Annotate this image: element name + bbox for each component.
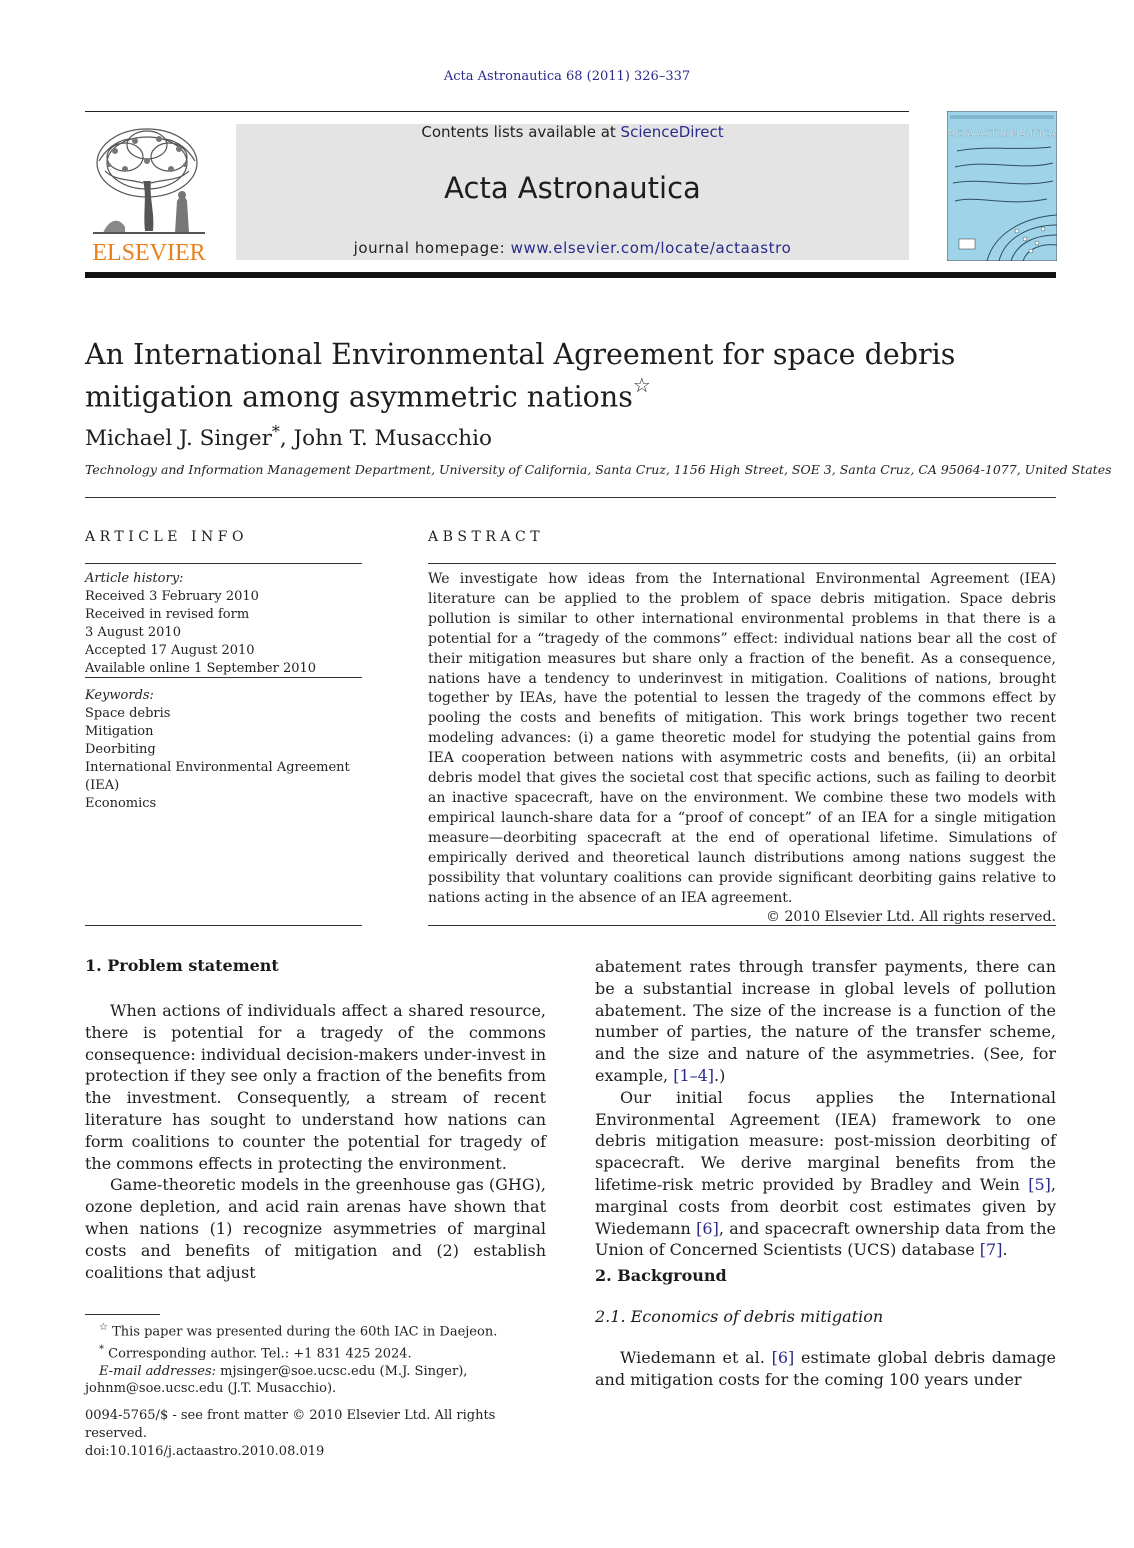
paragraph [595, 956, 1056, 1087]
paragraph-text: , marginal costs from deorbit cost estimates given by Wiedemann [595, 1174, 1056, 1238]
title-footnote-mark[interactable]: ☆ [632, 373, 651, 397]
keyword-item: Mitigation [85, 724, 154, 739]
article-info-rule [85, 563, 362, 564]
history-label: Article history: [85, 571, 184, 586]
title-line-2: mitigation among asymmetric nations [85, 380, 633, 414]
homepage-prefix: journal homepage: [353, 239, 511, 257]
journal-cover-image [947, 111, 1057, 261]
paragraph-text: abatement rates through transfer payments, there can be a substantial increase in global levels of pollution abatement. The size of the increase is a function of the number of parties, the nature of the transfer scheme, and the size and nature of the asymmetries. (See, for example, [595, 957, 1056, 1085]
sciencedirect-link[interactable]: ScienceDirect [620, 123, 724, 141]
footnote-corresponding [85, 1341, 555, 1363]
article-info-heading: ARTICLE INFO [85, 529, 248, 545]
corresponding-author-mark[interactable]: * [271, 422, 280, 441]
citation-link[interactable]: [5] [1028, 1174, 1051, 1194]
section-2-1-body [595, 1347, 1056, 1391]
paragraph-text: . [1002, 1240, 1008, 1260]
paragraph-text: , and spacecraft ownership data from the Union of Concerned Scientists (UCS) database [595, 1218, 1056, 1260]
abstract-rule [428, 563, 1056, 564]
author-musacchio[interactable]: John T. Musacchio [293, 426, 492, 452]
history-item: 3 August 2010 [85, 625, 181, 640]
keyword-item: (IEA) [85, 778, 120, 793]
abstract-body [428, 570, 1056, 928]
author-separator: , [279, 426, 294, 452]
section-1-heading: 1. Problem statement [85, 956, 279, 975]
email-label: E-mail addresses: [99, 1363, 217, 1379]
footnote-star [85, 1319, 555, 1341]
abstract-heading: ABSTRACT [428, 529, 545, 545]
keywords [85, 687, 362, 813]
keyword-item: Space debris [85, 706, 171, 721]
keyword-item: Economics [85, 796, 157, 811]
paragraph-text: .) [714, 1065, 726, 1085]
keyword-item: International Environmental Agreement [85, 760, 350, 775]
history-item: Received in revised form [85, 607, 250, 622]
history-item: Available online 1 September 2010 [85, 661, 317, 676]
abstract-copyright: © 2010 Elsevier Ltd. All rights reserved. [766, 909, 1056, 926]
header-thick-rule [85, 272, 1056, 278]
paragraph [595, 1347, 1056, 1391]
citation-link[interactable]: [7] [979, 1240, 1003, 1260]
header-rule [85, 111, 909, 112]
abstract-bottom-rule [428, 925, 1056, 926]
section-2-heading: 2. Background [595, 1266, 727, 1285]
front-matter [85, 1407, 555, 1461]
history-item: Received 3 February 2010 [85, 589, 259, 604]
abstract-text: We investigate how ideas from the International Environmental Agreement (IEA) literature can be applied to the problem of space debris mitigation. Space debris pollution is similar to other international environmental problems in that there is a potential for a “tragedy of the commons” effect: individual nations bear all the cost of their mitigation measures but share only a fraction of the benefit. As a consequence, nations have a tendency to underinvest in mitigation. Coalitions of nations, brought together by IEAs, have the potential to lessen the tragedy of the commons effect by pooling the costs and benefits of mitigation. This work brings together two recent modeling advances: (i) a game theoretic model for studying the potential gains from IEA cooperation between nations with asymmetric costs and benefits, (ii) an orbital debris model that gives the societal cost that specific actions, such as failing to deorbit an inactive spacecraft, have on the environment. We combine these two models with empirical launch-share data for a “proof of concept” of an IEA for a single mitigation measure—deorbiting spacecraft at the end of operational lifetime. Simulations of empirically derived and theoretical launch distributions among nations suggest the possibility that voluntary coalitions can provide significant deorbiting gains relative to nations acting in the absence of an IEA agreement. [428, 571, 1056, 906]
footnote-text: This paper was presented during the 60th IAC in Daejeon. [107, 1324, 498, 1340]
homepage-line [236, 239, 909, 257]
citation-link[interactable]: [6] [771, 1348, 795, 1367]
elsevier-tree-icon [85, 121, 213, 263]
keywords-label: Keywords: [85, 688, 154, 703]
elsevier-logo[interactable] [85, 121, 213, 263]
footnote-rule [85, 1314, 160, 1315]
email-musacchio[interactable]: johnm@soe.ucsc.edu (J.T. Musacchio). [85, 1381, 337, 1397]
footnote-email [85, 1363, 555, 1381]
citation-link[interactable]: [6] [696, 1218, 719, 1238]
footnote-corr-mark: * [99, 1343, 104, 1355]
front-matter-line: 0094-5765/$ - see front matter © 2010 Elsevier Ltd. All rights reserved. [85, 1408, 496, 1441]
journal-cover[interactable] [947, 111, 1057, 261]
paragraph-text: estimate global debris damage and mitigation costs for the coming 100 years under [595, 1348, 1057, 1389]
affiliation-rule [85, 497, 1056, 498]
cover-title: ACTA ASTRONAUTICA [948, 129, 1056, 140]
footnote-text: Corresponding author. Tel.: +1 831 425 2024. [104, 1346, 412, 1362]
footnotes [85, 1319, 555, 1398]
history-item: Accepted 17 August 2010 [85, 643, 255, 658]
paragraph: Game-theoretic models in the greenhouse gas (GHG), ozone depletion, and acid rain arenas have shown that when nations (1) recognize asymmetries of marginal costs and benefits of mitigation and (2) establish coalitions that adjust [85, 1175, 546, 1282]
journal-citation[interactable]: Acta Astronautica 68 (2011) 326–337 [443, 69, 691, 84]
footnote-star-mark: ☆ [99, 1322, 108, 1333]
keyword-item: Deorbiting [85, 742, 156, 757]
contents-prefix: Contents lists available at [421, 123, 621, 141]
author-list [85, 422, 492, 451]
paragraph: When actions of individuals affect a shared resource, there is potential for a tragedy of the commons consequence: individual decision-makers under-invest in protection if they see only a fraction of the benefits from the investment. Consequently, a stream of recent literature has sought to understand how nations can form coalitions to counter the potential for tragedy of the commons effects in protecting the environment. [85, 1001, 546, 1173]
citation-link[interactable]: [1–4] [673, 1065, 715, 1085]
article-title [85, 337, 1045, 415]
article-info-bottom-rule [85, 925, 362, 926]
elsevier-wordmark: ELSEVIER [92, 240, 206, 263]
paragraph-text: Our initial focus applies the International Environmental Agreement (IEA) framework to one debris mitigation measure: post-mission deorbiting of spacecraft. We derive marginal benefits from the lifetime-risk metric provided by Bradley and Wein [595, 1087, 1056, 1194]
email-singer[interactable]: mjsinger@soe.ucsc.edu (M.J. Singer), [216, 1363, 468, 1379]
right-column [595, 956, 1056, 1261]
title-line-1: An International Environmental Agreement for space debris [85, 338, 956, 371]
article-history [85, 570, 362, 678]
contents-line [236, 123, 909, 141]
journal-name: Acta Astronautica [444, 171, 701, 205]
paragraph-text: Wiedemann et al. [620, 1348, 772, 1367]
doi-link[interactable]: doi:10.1016/j.actaastro.2010.08.019 [85, 1444, 325, 1459]
affiliation: Technology and Information Management Department, University of California, Santa Cruz, 1156 High Street, SOE 3, Santa Cruz, CA 95064-1077, United States [85, 462, 1112, 477]
homepage-link[interactable]: www.elsevier.com/locate/actaastro [510, 239, 792, 257]
paragraph [595, 1087, 1056, 1261]
history-rule [85, 677, 362, 678]
left-column [85, 1000, 546, 1283]
author-singer[interactable]: Michael J. Singer [85, 426, 272, 452]
section-2-1-heading: 2.1. Economics of debris mitigation [595, 1307, 884, 1326]
